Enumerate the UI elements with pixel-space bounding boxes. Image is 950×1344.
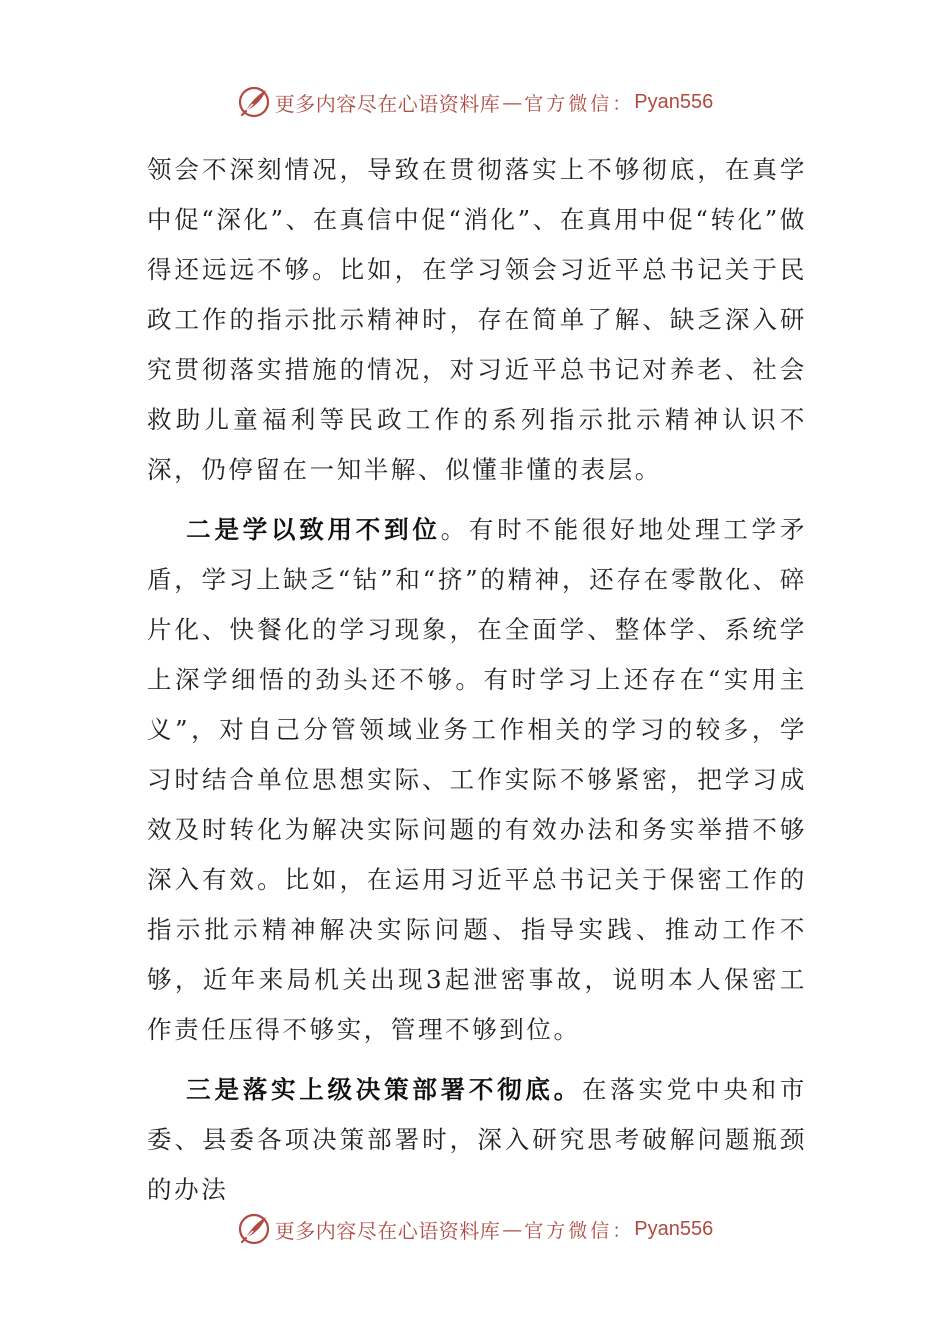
footer-brand-text: 更多内容尽在心语资料库: [274, 1218, 501, 1243]
quill-pen-icon: [237, 85, 271, 119]
footer-wechat-label: 官方微信：: [524, 1219, 635, 1242]
paragraph-2: [147, 505, 807, 1055]
paragraph-3-text: 在落实党中央和市委、县委各项决策部署时，深入研究思考破解问题瓶颈的办法: [147, 1075, 807, 1204]
quill-pen-icon: [237, 1212, 271, 1246]
header-wechat-label: 官方微信：: [524, 92, 635, 115]
header-brand-text: 更多内容尽在心语资料库: [274, 91, 501, 116]
paragraph-1: [147, 145, 807, 495]
paragraph-1-text: 领会不深刻情况，导致在贯彻落实上不够彻底，在真学中促“深化”、在真信中促“消化”、在真用中促“转化”做得还远远不够。比如，在学习领会习近平总书记关于民政工作的指示批示精神时，存在简单了解、缺乏深入研究贯彻落实措施的情况，对习近平总书记对养老、社会救助儿童福利等民政工作的系列指示批示精神认识不深，仍停留在一知半解、似懂非懂的表层。: [147, 155, 807, 484]
footer-wechat-id: Pyan556: [634, 1217, 714, 1240]
document-body: [147, 145, 807, 1215]
paragraph-2-text: 。有时不能很好地处理工学矛盾，学习上缺乏“钻”和“挤”的精神，还存在零散化、碎片化、快餐化的学习现象，在全面学、整体学、系统学上深学细悟的劲头还不够。有时学习上还存在“实用主义”，对自己分管领域业务工作相关的学习的较多，学习时结合单位思想实际、工作实际不够紧密，把学习成效及时转化为解决实际问题的有效办法和务实举措不够深入有效。比如，在运用习近平总书记关于保密工作的指示批示精神解决实际问题、指导实践、推动工作不够，近年来局机关出现3起泄密事故，说明本人保密工作责任压得不够实，管理不够到位。: [147, 515, 807, 1044]
paragraph-2-heading: 二是学以致用不到位: [185, 515, 441, 544]
header-wechat-id: Pyan556: [634, 90, 714, 113]
header-separator: —: [502, 90, 523, 114]
footer-banner: [0, 1209, 950, 1249]
paragraph-3: [147, 1065, 807, 1215]
footer-separator: —: [502, 1217, 523, 1241]
paragraph-3-heading: 三是落实上级决策部署不彻底。: [185, 1075, 582, 1104]
header-banner: [0, 82, 950, 122]
